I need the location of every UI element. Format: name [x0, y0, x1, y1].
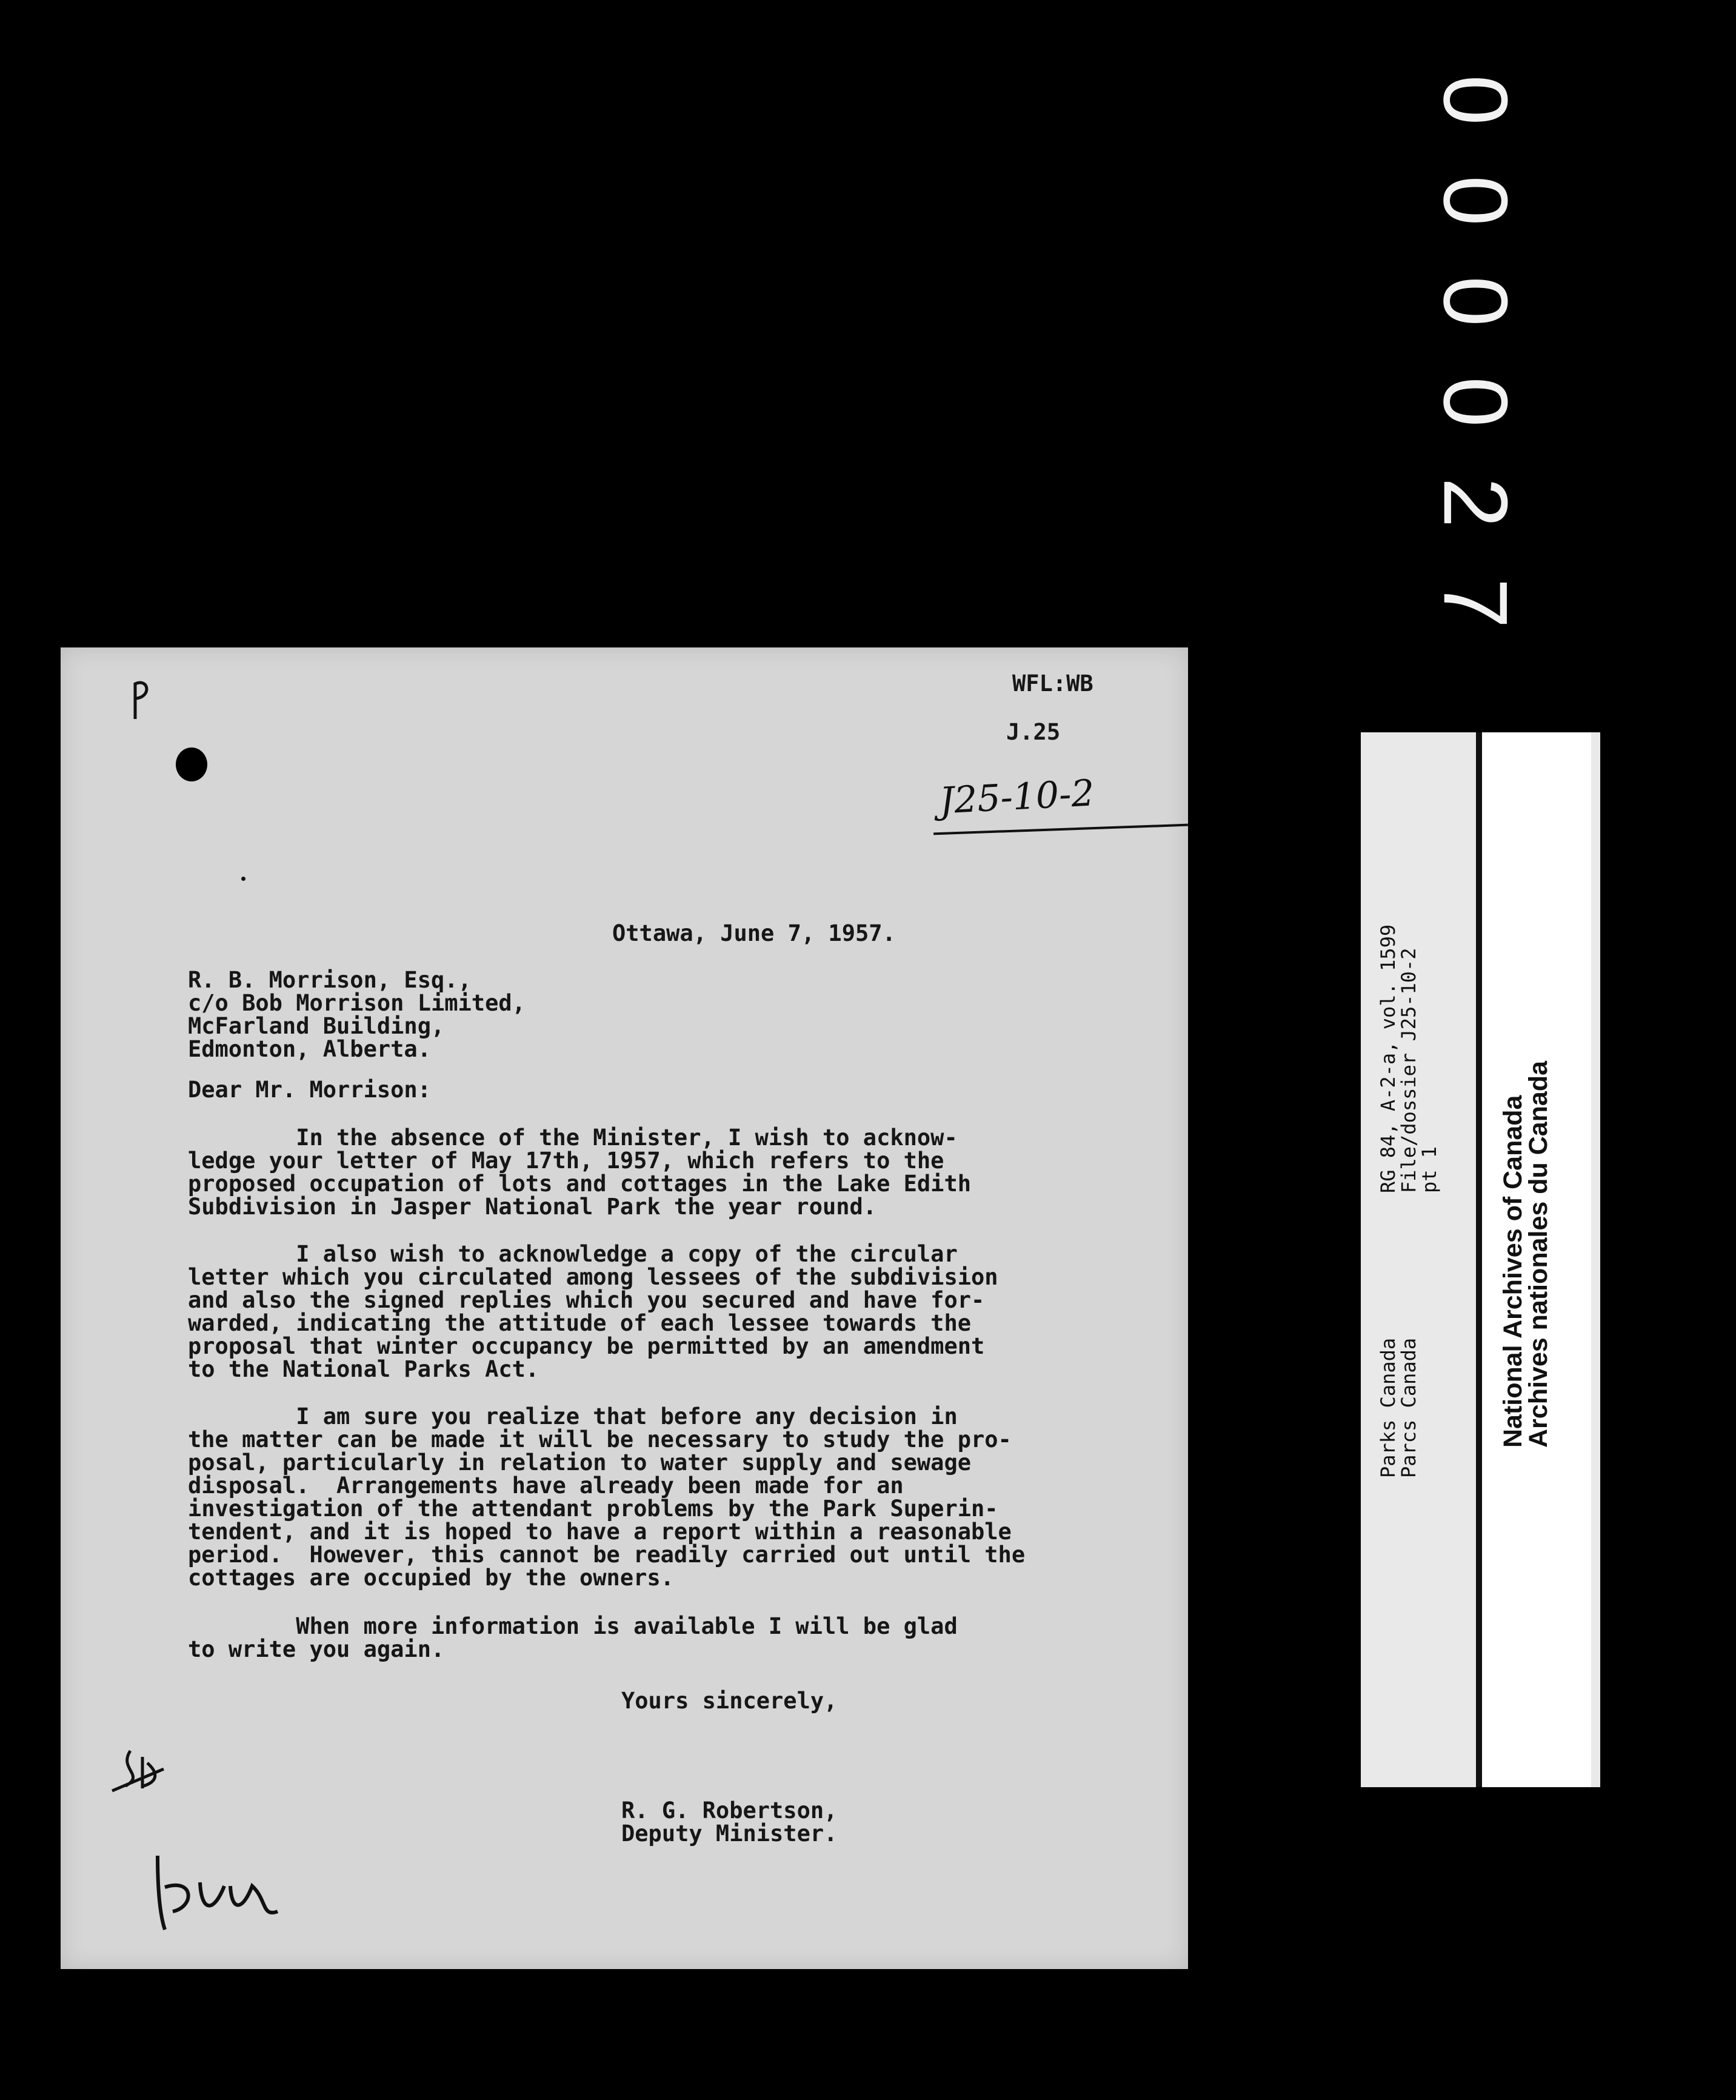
text-line: Subdivision in Jasper National Park the year round. — [188, 1194, 877, 1220]
text-line: period. However, this cannot be readily carried out until the — [188, 1542, 1026, 1568]
text-line: I am sure you realize that before any decision in — [188, 1403, 958, 1430]
text-line: and also the signed replies which you secured and have for- — [188, 1287, 985, 1313]
text-line: disposal. Arrangements have already been made for an — [188, 1473, 904, 1499]
text-line: I also wish to acknowledge a copy of the circular — [188, 1241, 958, 1267]
text-line: When more information is available I will be glad — [188, 1613, 958, 1639]
address-line: Edmonton, Alberta. — [188, 1036, 431, 1062]
frame-digit: 7 — [1425, 578, 1527, 629]
archive-line: National Archives of Canada — [1498, 1095, 1527, 1448]
text-line: In the absence of the Minister, I wish to acknow- — [188, 1125, 958, 1151]
reference-line: pt 1 — [1418, 1146, 1441, 1193]
handwritten-initials — [100, 1733, 179, 1811]
date-line: Ottawa, June 7, 1957. — [612, 920, 896, 946]
address-line: R. B. Morrison, Esq., — [188, 967, 472, 993]
recipient-address — [188, 969, 526, 1061]
frame-digit: 2 — [1425, 477, 1527, 528]
handwritten-file-number: J25-10-2 — [938, 772, 1096, 823]
archive-label — [1361, 732, 1600, 1787]
frame-digit: 0 — [1425, 376, 1527, 427]
address-line: c/o Bob Morrison Limited, — [188, 990, 526, 1016]
text-line: proposal that winter occupancy be permitted by an amendment — [188, 1333, 985, 1359]
archive-name — [1500, 1061, 1551, 1448]
text-line: the matter can be made it will be necessary to study the pro- — [188, 1426, 1012, 1453]
signatory-title: Deputy Minister. — [621, 1821, 838, 1847]
collection-name — [1378, 1338, 1419, 1478]
text-line: letter which you circulated among lessees of the subdivision — [188, 1264, 998, 1290]
frame-digit: 0 — [1425, 276, 1527, 327]
collection-line: Parks Canada — [1377, 1337, 1400, 1478]
text-line: tendent, and it is hoped to have a report within a reasonable — [188, 1519, 1012, 1545]
signature-block — [621, 1799, 837, 1845]
frame-digit: 0 — [1425, 175, 1527, 226]
text-line: cottages are occupied by the owners. — [188, 1565, 674, 1591]
address-line: McFarland Building, — [188, 1013, 445, 1039]
paragraph-2 — [188, 1243, 998, 1381]
collection-line: Parcs Canada — [1397, 1337, 1420, 1478]
handwritten-signature — [133, 1839, 303, 1942]
signatory-name: R. G. Robertson, — [621, 1797, 838, 1824]
reference-line: File/dossier J25-10-2 — [1397, 948, 1420, 1193]
text-line: to the National Parks Act. — [188, 1356, 539, 1382]
archive-reference — [1378, 925, 1440, 1193]
closing: Yours sincerely, — [621, 1688, 838, 1714]
frame-number — [1425, 55, 1527, 649]
reference-file: J.25 — [1006, 719, 1061, 745]
text-line: warded, indicating the attitude of each lessee towards the — [188, 1310, 972, 1336]
typed-letter — [61, 647, 1188, 1969]
reference-initials: WFL:WB — [1012, 670, 1093, 697]
archive-line: Archives nationales du Canada — [1524, 1060, 1553, 1448]
paragraph-4 — [188, 1615, 958, 1661]
frame-digit: 0 — [1425, 75, 1527, 125]
text-line: investigation of the attendant problems by the Park Superin- — [188, 1496, 998, 1522]
text-line: to write you again. — [188, 1636, 445, 1662]
text-line: ledge your letter of May 17th, 1957, which refers to the — [188, 1148, 944, 1174]
paragraph-3 — [188, 1405, 1025, 1590]
file-underline — [933, 824, 1188, 835]
handwritten-mark-top — [120, 678, 156, 732]
punch-hole — [176, 747, 207, 781]
paragraph-1 — [188, 1126, 971, 1219]
text-line: proposed occupation of lots and cottages in the Lake Edith — [188, 1171, 972, 1197]
text-line: posal, particularly in relation to water supply and sewage — [188, 1450, 972, 1476]
salutation: Dear Mr. Morrison: — [188, 1077, 431, 1103]
reference-line: RG 84, A-2-a, vol. 1599 — [1377, 924, 1400, 1193]
ink-dot — [241, 877, 245, 881]
